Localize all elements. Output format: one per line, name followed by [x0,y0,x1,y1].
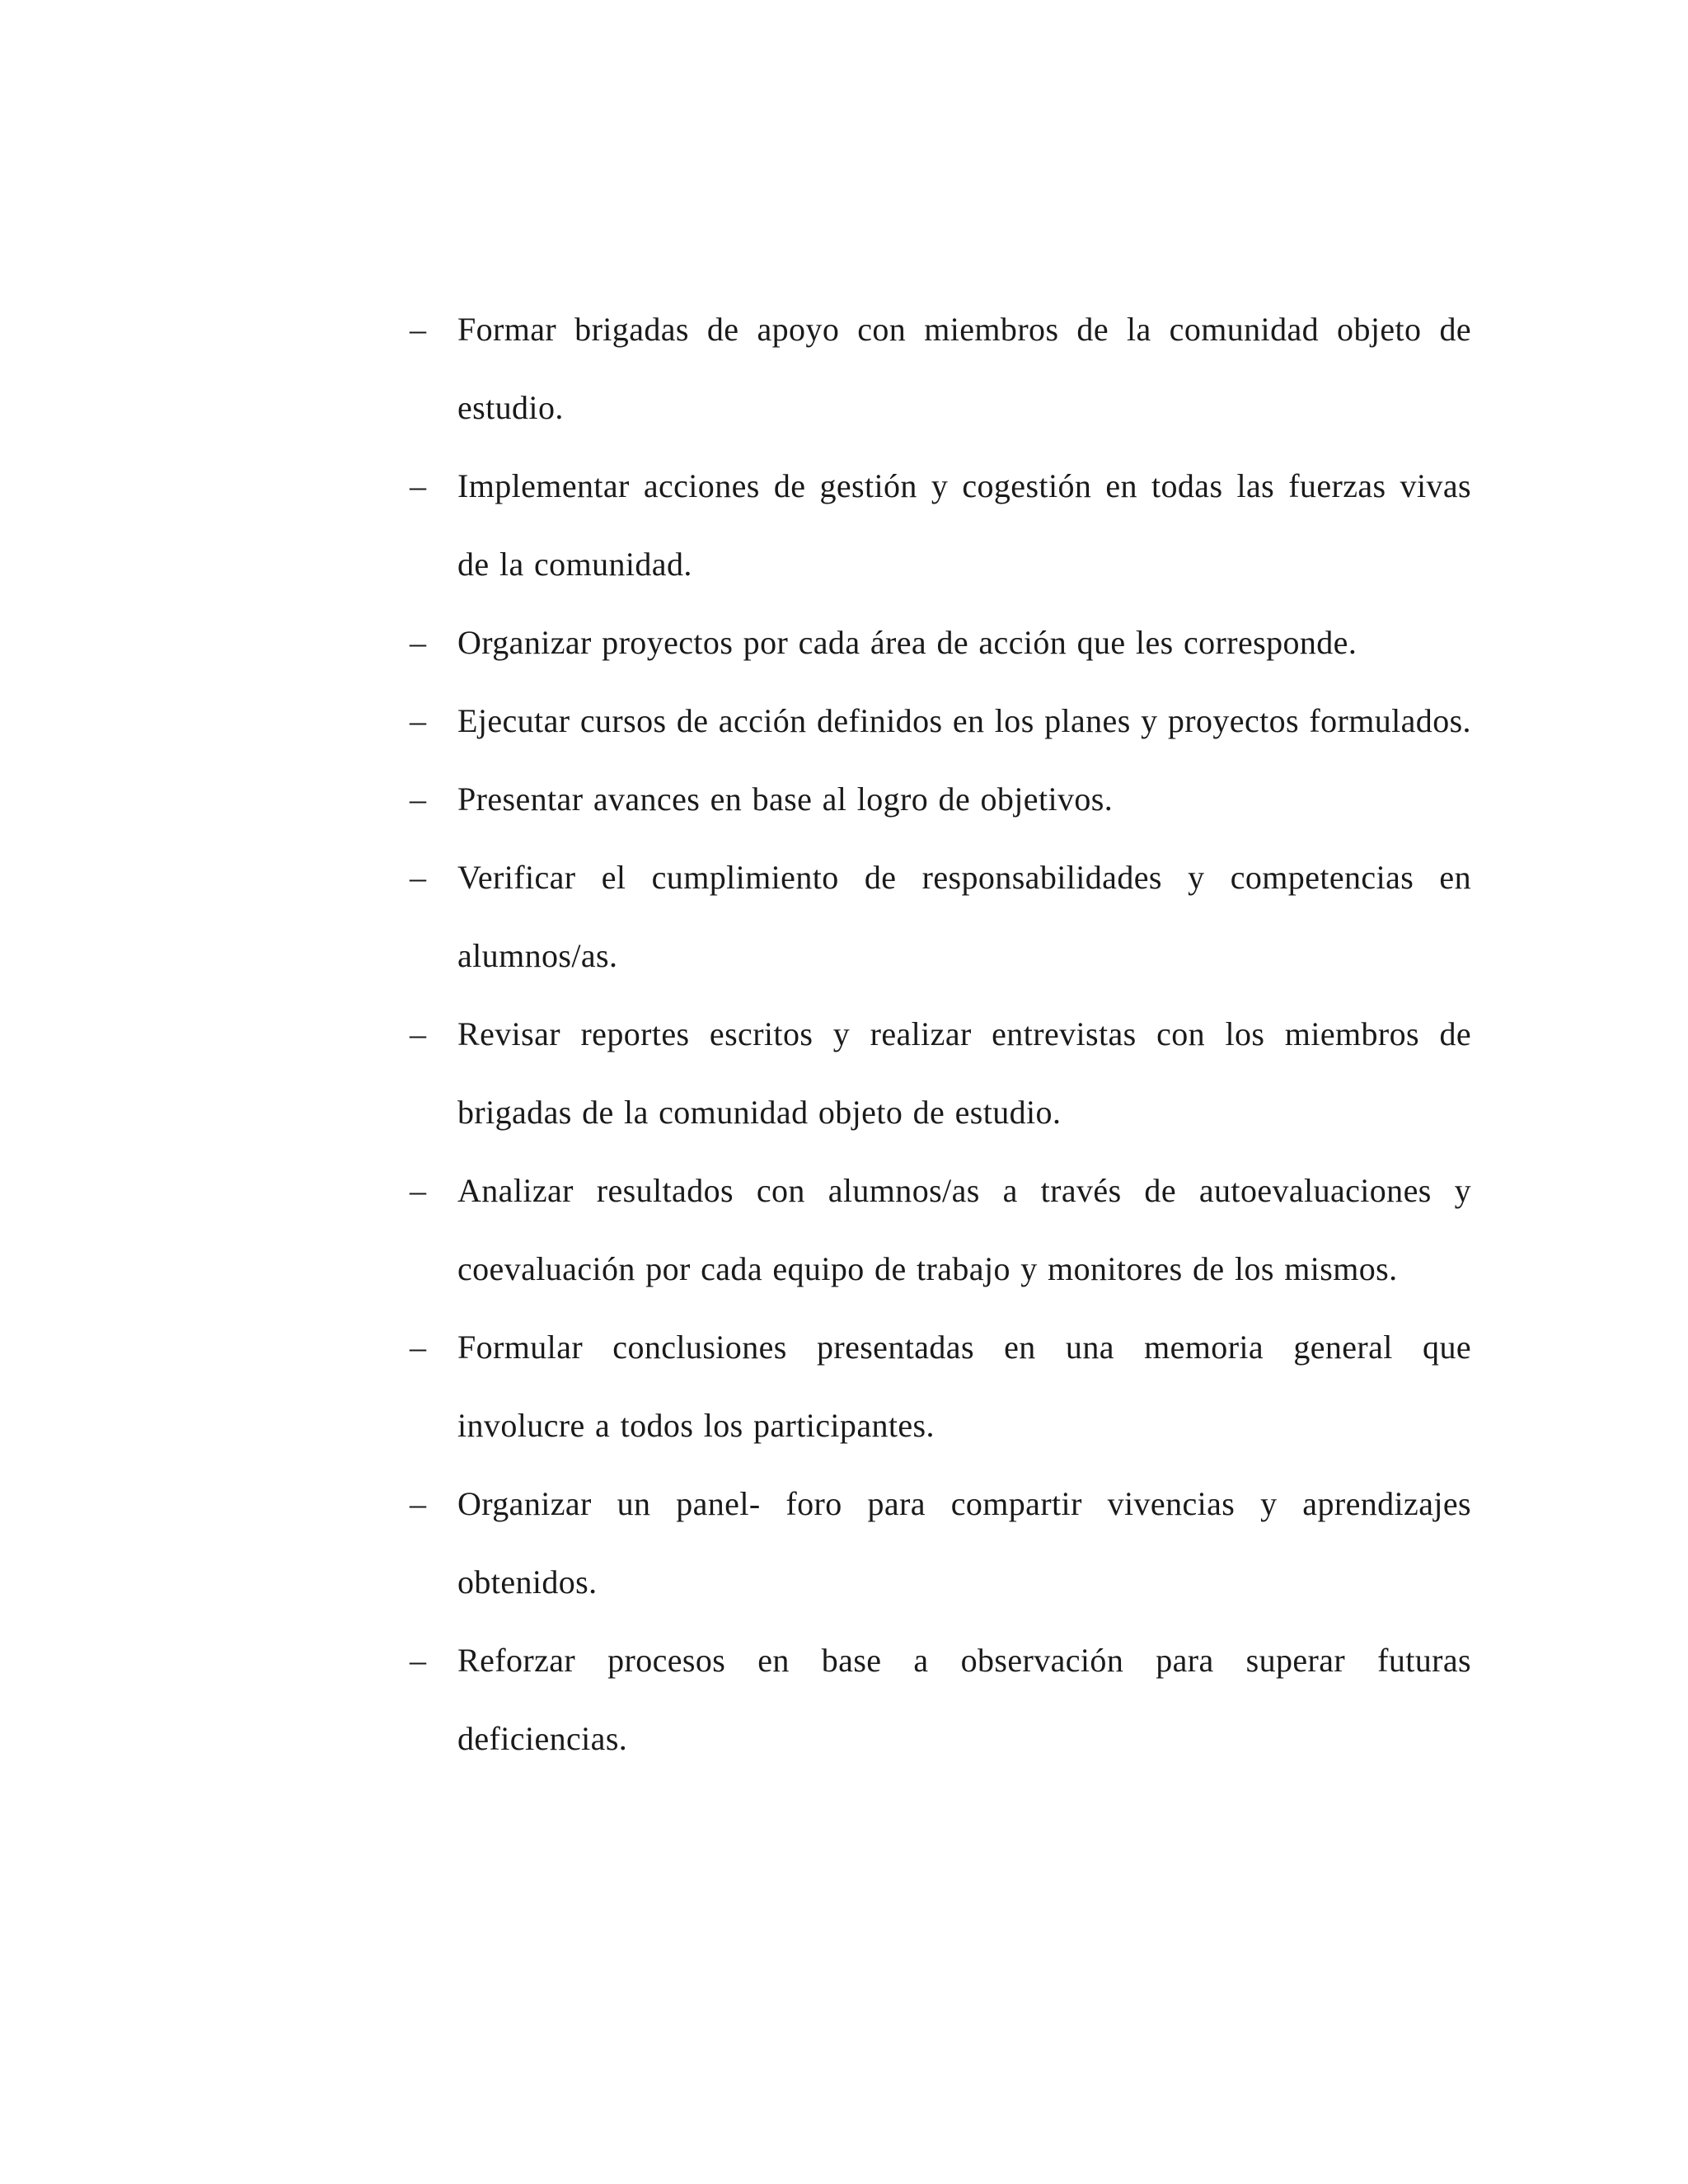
bullet-dash: – [410,311,426,348]
list-item-text: Organizar proyectos por cada área de acción que les corresponde. [457,624,1357,661]
list-item [408,1465,1471,1621]
list-item-text: Presentar avances en base al logro de objetivos. [457,780,1114,818]
list-item [408,760,1471,838]
list-item-text: Formar brigadas de apoyo con miembros de la comunidad objeto de estudio. [457,311,1471,426]
bullet-dash: – [410,1329,426,1366]
list-item-text: Organizar un panel- foro para compartir vivencias y aprendizajes obtenidos. [457,1485,1471,1601]
list-item-text: Reforzar procesos en base a observación para superar futuras deficiencias. [457,1642,1471,1757]
list-item [408,995,1471,1151]
bullet-dash: – [410,859,426,896]
list-item [408,603,1471,682]
bullet-dash: – [410,467,426,504]
bullet-dash: – [410,702,426,739]
bullet-dash: – [410,1642,426,1679]
activity-list [408,290,1471,1778]
list-item-text: Analizar resultados con alumnos/as a través de autoevaluaciones y coevaluación por cada equipo de trabajo y monitores de los mismos. [457,1172,1471,1287]
list-item [408,290,1471,447]
list-item-text: Verificar el cumplimiento de responsabilidades y competencias en alumnos/as. [457,859,1471,974]
bullet-dash: – [410,1015,426,1052]
bullet-dash: – [410,1172,426,1209]
list-item [408,1151,1471,1308]
list-item-text: Ejecutar cursos de acción definidos en los planes y proyectos formulados. [457,702,1471,739]
list-item [408,1621,1471,1778]
list-item-text: Formular conclusiones presentadas en una memoria general que involucre a todos los participantes. [457,1329,1471,1444]
list-item [408,1308,1471,1465]
list-item [408,682,1471,760]
list-item-text: Implementar acciones de gestión y cogestión en todas las fuerzas vivas de la comunidad. [457,467,1471,583]
list-item [408,447,1471,603]
bullet-dash: – [410,1485,426,1522]
bullet-dash: – [410,624,426,661]
bullet-dash: – [410,780,426,818]
list-item-text: Revisar reportes escritos y realizar entrevistas con los miembros de brigadas de la comunidad objeto de estudio. [457,1015,1471,1131]
list-item [408,838,1471,995]
